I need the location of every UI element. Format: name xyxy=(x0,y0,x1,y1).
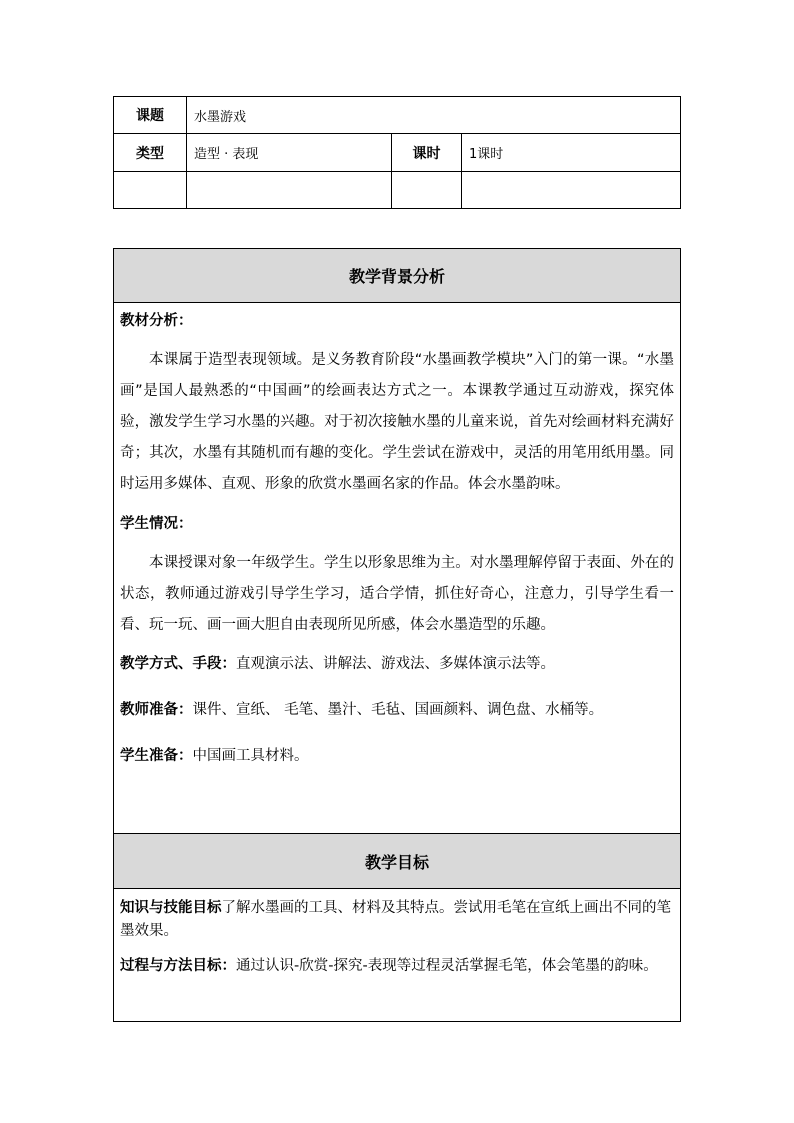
lesson-info-table xyxy=(113,96,681,209)
material-heading: 教材分析： xyxy=(120,313,193,329)
process-goal-text: 通过认识-欣赏-探究-表现等过程灵活掌握毛笔，体会笔墨的韵味。 xyxy=(236,958,658,974)
empty-cell xyxy=(392,172,462,209)
student-paragraph: 本课授课对象一年级学生。学生以形象思维为主。对水墨理解停留于表面、外在的状态，教师通过游戏引导学生学习，适合学情，抓住好奇心，注意力，引导学生看一看、玩一玩、画一画大胆自由表现所见所感，体会水墨造型的乐趣。 xyxy=(120,555,674,633)
background-section-body xyxy=(114,303,681,834)
teaching-analysis-table xyxy=(113,248,681,1022)
background-section-title: 教学背景分析 xyxy=(114,249,681,303)
type-value: 造型 · 表现 xyxy=(187,134,392,172)
empty-cell xyxy=(462,172,681,209)
method-text: 直观演示法、讲解法、游戏法、多媒体演示法等。 xyxy=(236,656,555,672)
method-label: 教学方式、手段： xyxy=(120,656,236,672)
knowledge-goal-text: 了解水墨画的工具、材料及其特点。尝试用毛笔在宣纸上画出不同的笔墨效果。 xyxy=(120,900,671,939)
empty-cell xyxy=(187,172,392,209)
knowledge-goal-line xyxy=(120,897,674,943)
student-prep-text: 中国画工具材料。 xyxy=(192,748,309,764)
hours-label: 课时 xyxy=(392,134,462,172)
student-prep-line xyxy=(120,745,674,768)
teacher-prep-line xyxy=(120,699,674,722)
student-prep-label: 学生准备： xyxy=(120,748,193,764)
topic-label: 课题 xyxy=(114,97,187,134)
process-goal-label: 过程与方法目标： xyxy=(120,958,236,974)
topic-value: 水墨游戏 xyxy=(187,97,681,134)
goals-section-title: 教学目标 xyxy=(114,834,681,889)
material-paragraph: 本课属于造型表现领域。是义务教育阶段“水墨画教学模块”入门的第一课。“水墨画”是国人最熟悉的“中国画”的绘画表达方式之一。本课教学通过互动游戏，探究体验，激发学生学习水墨的兴趣。对于初次接触水墨的儿童来说，首先对绘画材料充满好奇；其次，水墨有其随机而有趣的变化。学生尝试在游戏中，灵活的用笔用纸用墨。同时运用多媒体、直观、形象的欣赏水墨画名家的作品。体会水墨韵味。 xyxy=(120,352,674,492)
empty-cell xyxy=(114,172,187,209)
goals-section-body xyxy=(114,889,681,1022)
teacher-prep-text: 课件、宣纸、 毛笔、墨汁、毛毡、国画颜料、调色盘、水桶等。 xyxy=(192,702,604,718)
type-label: 类型 xyxy=(114,134,187,172)
method-line xyxy=(120,653,674,676)
process-goal-line xyxy=(120,955,674,978)
knowledge-goal-label: 知识与技能目标 xyxy=(120,900,222,916)
teacher-prep-label: 教师准备： xyxy=(120,702,193,718)
hours-value: 1课时 xyxy=(462,134,681,172)
student-heading: 学生情况： xyxy=(120,516,193,532)
